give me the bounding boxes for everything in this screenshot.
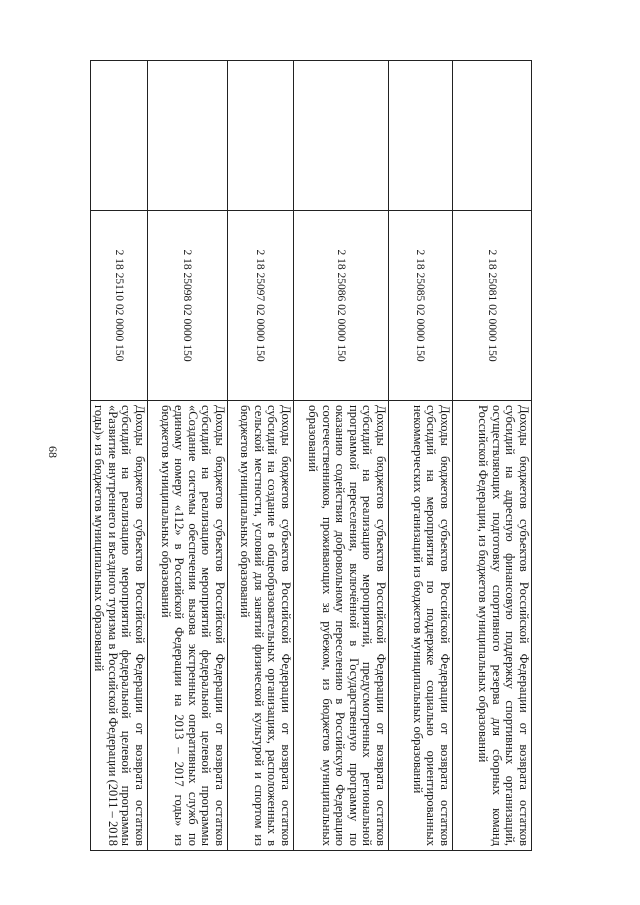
revenue-code-table xyxy=(90,60,532,851)
empty-cell xyxy=(228,61,294,211)
rotated-page-content xyxy=(92,60,532,850)
empty-cell xyxy=(294,61,389,211)
revenue-code: 2 18 25098 02 0000 150 xyxy=(148,211,228,401)
revenue-code: 2 18 25085 02 0000 150 xyxy=(389,211,453,401)
revenue-description: Доходы бюджетов субъектов Российской Федерации от возврата остатков субсидий на реализацию мероприятий, предусмотренных региональной программой переселения, включённой в Государственную программу по оказанию содействия добровольному переселению в Российскую Федерацию соотечественников, проживающих за рубежом, из бюджетов муниципальных образований xyxy=(294,401,389,851)
table-row xyxy=(294,61,389,851)
page-number: 68 xyxy=(46,446,60,458)
table-row xyxy=(389,61,453,851)
empty-cell xyxy=(148,61,228,211)
revenue-code: 2 18 25097 02 0000 150 xyxy=(228,211,294,401)
revenue-code: 2 18 25081 02 0000 150 xyxy=(453,211,532,401)
empty-cell xyxy=(389,61,453,211)
empty-cell xyxy=(453,61,532,211)
revenue-description: Доходы бюджетов субъектов Российской Федерации от возврата остатков субсидий на создание в общеобразовательных организациях, расположенных в сельской местности, условий для занятий физической культурой и спортом из бюджетов муниципальных образований xyxy=(228,401,294,851)
table-row xyxy=(90,61,147,851)
revenue-description: Доходы бюджетов субъектов Российской Федерации от возврата остатков субсидий на мероприятия по поддержке социально ориентированных некоммерческих организаций из бюджетов муниципальных образований xyxy=(389,401,453,851)
revenue-description: Доходы бюджетов субъектов Российской Федерации от возврата остатков субсидий на адресную финансовую поддержку спортивных организаций, осуществляющих подготовку спортивного резерва для сборных команд Российской Федерации, из бюджетов муниципальных образований xyxy=(453,401,532,851)
table-row xyxy=(453,61,532,851)
table-row xyxy=(148,61,228,851)
revenue-description: Доходы бюджетов субъектов Российской Федерации от возврата остатков субсидий на реализацию мероприятий федеральной целевой программы «Развитие внутреннего и въездного туризма в Российской Федерации (2011 – 2018 годы)» из бюджетов муниципальных образований xyxy=(90,401,147,851)
empty-cell xyxy=(90,61,147,211)
revenue-code: 2 18 25110 02 0000 150 xyxy=(90,211,147,401)
revenue-code: 2 18 25086 02 0000 150 xyxy=(294,211,389,401)
revenue-description: Доходы бюджетов субъектов Российской Федерации от возврата остатков субсидий на реализацию мероприятий федеральной целевой программы «Создание системы обеспечения вызова экстренных оперативных служб по единому номеру «112» в Российской Федерации на 2013 – 2017 годы» из бюджетов муниципальных образований xyxy=(148,401,228,851)
table-row xyxy=(228,61,294,851)
